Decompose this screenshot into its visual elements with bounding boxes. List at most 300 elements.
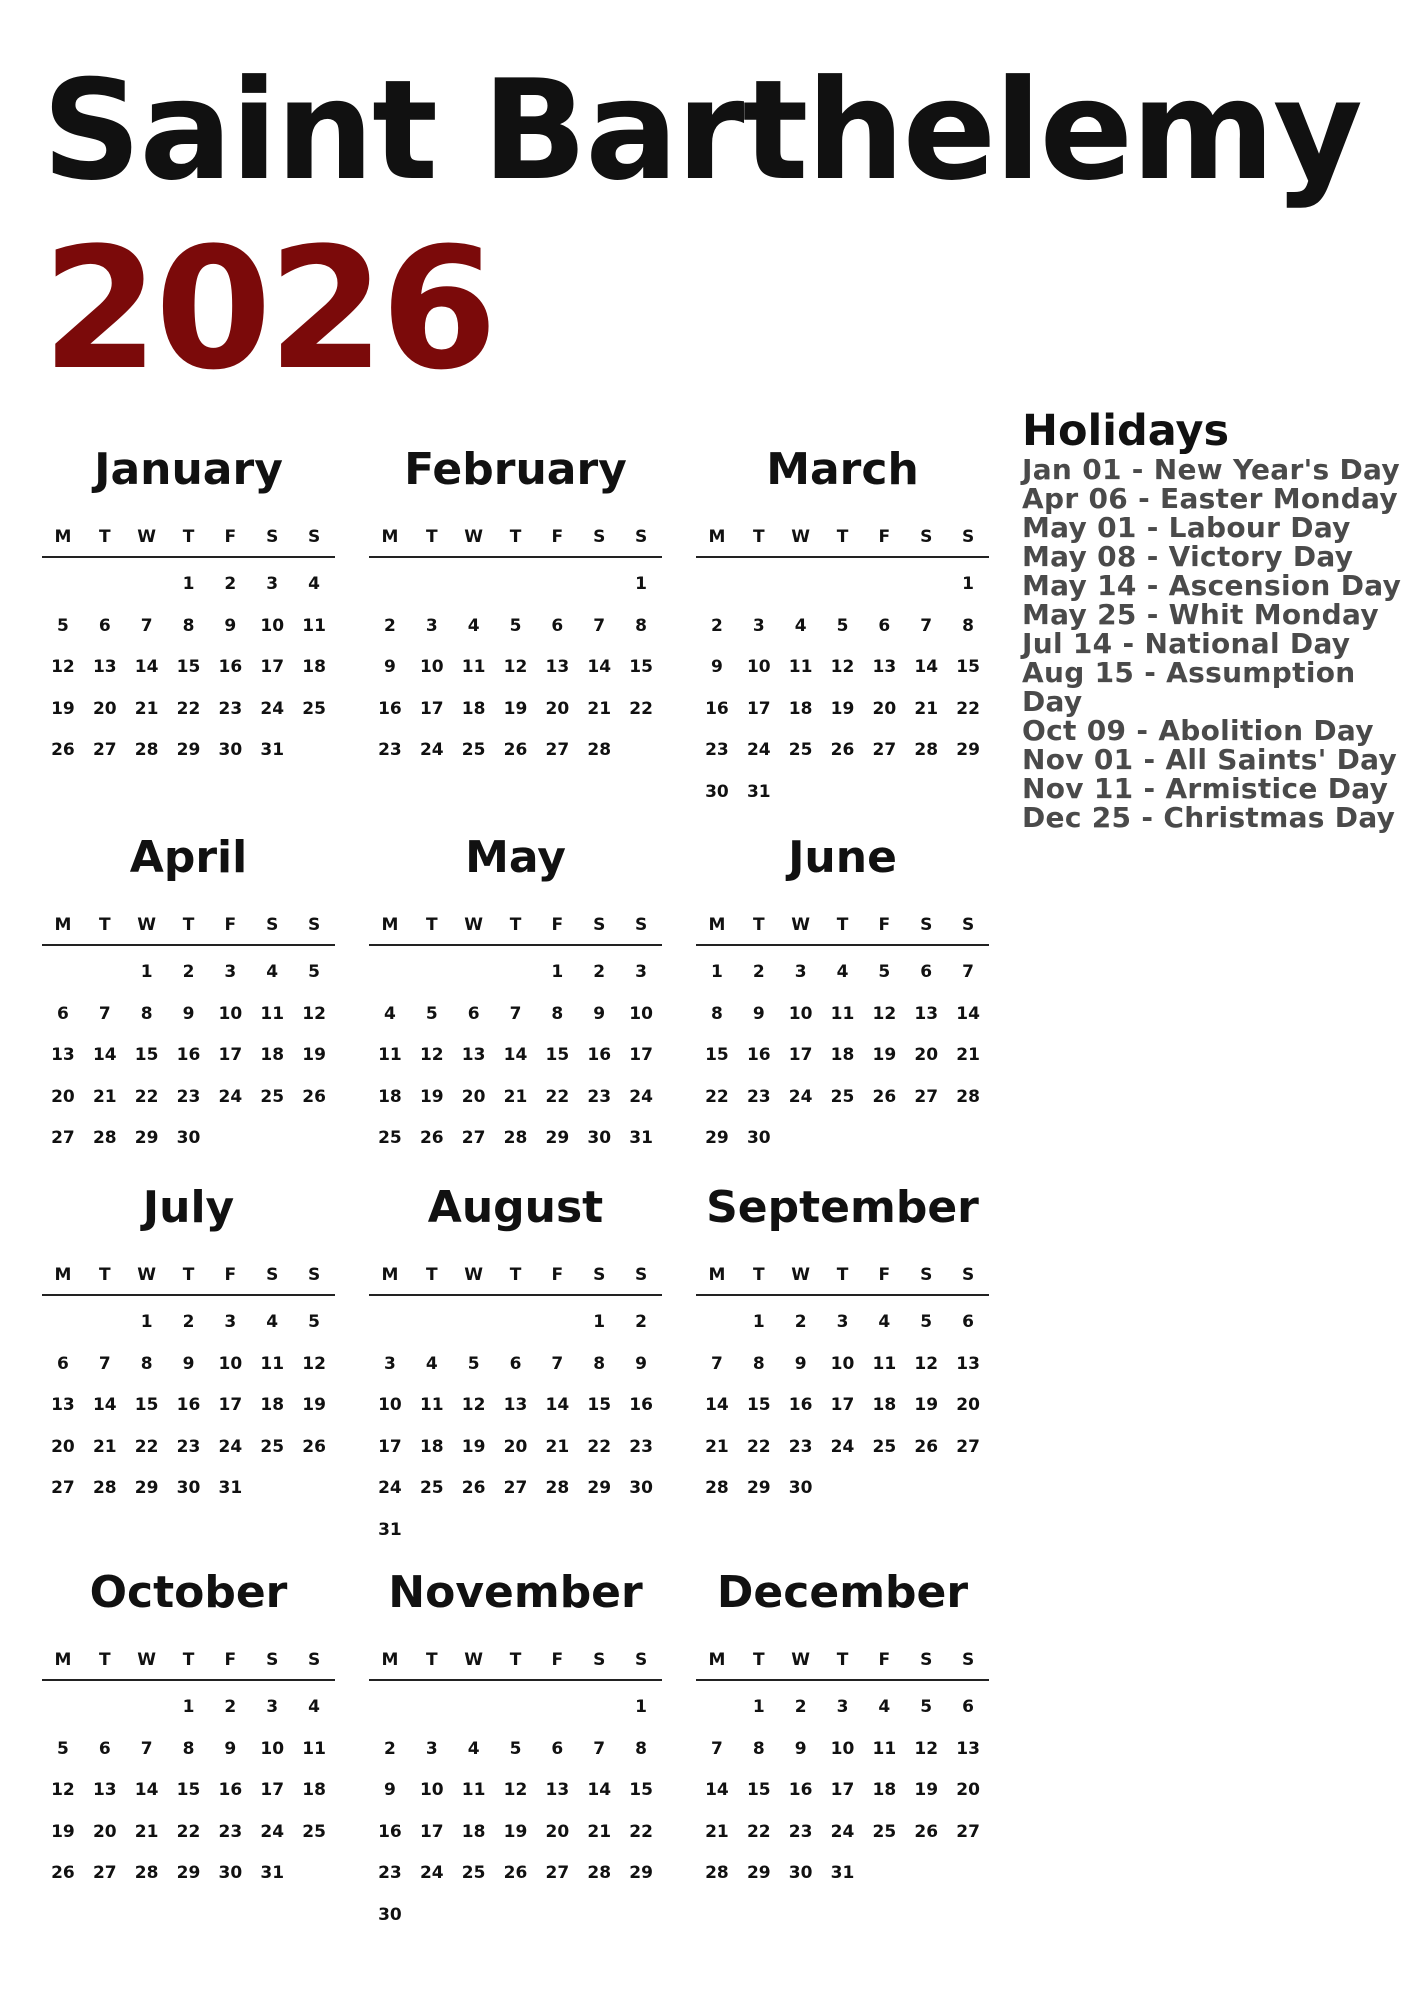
day-cell: 7 (962, 962, 974, 982)
day-cell: 9 (752, 1003, 765, 1024)
day-cell: 14 (587, 1780, 612, 1800)
day-cell: 13 (956, 1353, 980, 1374)
weekday-label: F (551, 915, 564, 935)
weekday-label: W (137, 527, 157, 547)
weekday-label: S (593, 1650, 606, 1670)
day-cell: 29 (746, 1863, 771, 1883)
day-cell: 18 (872, 1395, 897, 1415)
day-cell: 3 (224, 962, 237, 982)
day-cell: 1 (635, 1697, 647, 1717)
month-november (369, 1568, 662, 1928)
day-cell: 2 (224, 574, 237, 594)
day-cell: 12 (51, 657, 75, 677)
month-name: August (427, 1182, 604, 1233)
day-cell: 29 (176, 1863, 201, 1883)
day-cell: 27 (545, 1863, 570, 1883)
day-cell: 5 (467, 1353, 480, 1374)
day-cell: 18 (788, 698, 813, 719)
day-cell: 12 (503, 1780, 528, 1800)
day-cell: 9 (384, 657, 396, 677)
weekday-header (42, 1650, 335, 1681)
day-cell: 24 (830, 1436, 855, 1457)
day-cell: 17 (830, 1780, 855, 1800)
empty-cell (738, 564, 780, 606)
day-cell: 17 (419, 698, 444, 719)
day-cell: 12 (302, 1353, 326, 1374)
day-cell: 14 (134, 1780, 159, 1800)
month-october (42, 1568, 335, 1928)
weekday-label: T (425, 1265, 438, 1285)
day-cell: 20 (545, 698, 570, 719)
empty-cell (453, 952, 495, 994)
day-cell: 23 (788, 1821, 813, 1842)
weekday-label: T (98, 527, 111, 547)
months-grid (42, 445, 989, 1928)
day-cell: 4 (467, 615, 480, 636)
day-cell: 12 (872, 1003, 897, 1024)
day-cell: 7 (98, 1003, 111, 1024)
weekday-label: W (464, 1265, 484, 1285)
day-cell: 31 (260, 740, 285, 760)
day-cell: 10 (260, 1738, 285, 1759)
day-cell: 1 (593, 1312, 606, 1332)
day-cell: 30 (176, 1478, 201, 1498)
weekday-header (696, 527, 989, 558)
day-cell: 11 (260, 1003, 285, 1024)
month-name: April (129, 832, 248, 883)
day-cell: 21 (134, 1821, 159, 1842)
day-cell: 13 (461, 1045, 486, 1065)
day-cell: 7 (140, 615, 153, 636)
day-cell: 22 (746, 1821, 771, 1842)
day-cell: 19 (51, 1821, 75, 1842)
weekday-label: M (381, 527, 399, 547)
day-cell: 29 (134, 1128, 159, 1148)
day-cell: 6 (98, 1738, 111, 1759)
month-name: February (404, 444, 627, 495)
day-cell: 31 (629, 1128, 653, 1148)
day-cell: 22 (705, 1086, 729, 1107)
weekday-label: F (224, 527, 237, 547)
day-cell: 31 (260, 1863, 285, 1883)
day-cell: 20 (872, 698, 897, 719)
holiday-item: May 01 - Labour Day (1022, 511, 1351, 545)
day-grid (42, 558, 335, 772)
empty-cell (780, 564, 822, 606)
day-cell: 15 (629, 657, 653, 677)
page-title: Saint Barthelemy (42, 50, 1361, 211)
day-cell: 16 (218, 657, 243, 677)
day-cell: 30 (788, 1863, 813, 1883)
day-cell: 1 (551, 962, 564, 982)
empty-cell (536, 564, 578, 606)
day-cell: 16 (788, 1395, 813, 1415)
empty-cell (578, 564, 620, 606)
holiday-item: Dec 25 - Christmas Day (1022, 801, 1396, 835)
day-cell: 26 (914, 1821, 939, 1842)
day-cell: 8 (635, 1738, 647, 1759)
day-cell: 17 (746, 698, 771, 719)
day-cell: 17 (378, 1436, 402, 1457)
day-cell: 29 (134, 1478, 159, 1498)
day-cell: 24 (419, 740, 444, 760)
day-cell: 22 (134, 1086, 159, 1107)
holiday-item: Apr 06 - Easter Monday (1022, 482, 1398, 516)
day-cell: 11 (302, 615, 326, 636)
year-heading: 2026 (42, 211, 494, 407)
weekday-label: S (593, 1265, 606, 1285)
day-cell: 31 (218, 1478, 243, 1498)
day-cell: 31 (830, 1863, 855, 1883)
month-name: June (788, 832, 897, 883)
weekday-label: S (634, 915, 648, 935)
day-cell: 28 (503, 1128, 528, 1148)
day-cell: 14 (92, 1395, 117, 1415)
day-cell: 1 (182, 1697, 195, 1717)
day-cell: 20 (461, 1086, 486, 1107)
weekday-label: F (224, 1650, 237, 1670)
day-cell: 18 (461, 1821, 486, 1842)
day-cell: 19 (503, 1821, 528, 1842)
weekday-label: M (54, 915, 72, 935)
day-cell: 22 (176, 1821, 201, 1842)
empty-cell (369, 1687, 411, 1729)
holiday-item: Nov 11 - Armistice Day (1022, 772, 1389, 806)
day-cell: 16 (629, 1395, 653, 1415)
day-cell: 16 (176, 1045, 201, 1065)
day-cell: 30 (788, 1478, 813, 1498)
weekday-label: S (634, 1265, 648, 1285)
day-cell: 4 (384, 1003, 396, 1024)
day-cell: 29 (705, 1128, 729, 1148)
weekday-header (696, 1650, 989, 1681)
weekday-label: T (752, 527, 765, 547)
weekday-label: W (464, 1650, 484, 1670)
day-cell: 23 (629, 1436, 653, 1457)
weekday-label: F (878, 1265, 891, 1285)
day-cell: 25 (830, 1086, 855, 1107)
day-cell: 3 (266, 574, 279, 594)
day-cell: 26 (461, 1478, 486, 1498)
day-cell: 8 (140, 1003, 153, 1024)
day-cell: 26 (51, 740, 75, 760)
day-cell: 28 (545, 1478, 570, 1498)
weekday-label: T (836, 1650, 849, 1670)
day-cell: 27 (51, 1478, 75, 1498)
weekday-label: S (961, 1265, 975, 1285)
day-cell: 9 (794, 1738, 807, 1759)
weekday-header (696, 915, 989, 946)
day-cell: 24 (788, 1086, 813, 1107)
day-cell: 27 (956, 1821, 980, 1842)
weekday-label: T (98, 1650, 111, 1670)
day-cell: 7 (140, 1738, 153, 1759)
day-cell: 25 (419, 1478, 444, 1498)
day-cell: 27 (956, 1436, 980, 1457)
holiday-list (1022, 453, 1402, 835)
weekday-label: T (425, 915, 438, 935)
day-cell: 9 (711, 657, 723, 677)
weekday-label: S (266, 527, 279, 547)
day-cell: 6 (57, 1353, 69, 1374)
day-cell: 5 (57, 1738, 69, 1759)
day-cell: 9 (794, 1353, 807, 1374)
weekday-label: S (307, 1650, 321, 1670)
day-cell: 21 (92, 1086, 117, 1107)
weekday-header (369, 527, 662, 558)
day-cell: 3 (425, 615, 438, 636)
month-august (369, 1183, 662, 1568)
day-cell: 30 (705, 781, 729, 802)
day-cell: 3 (794, 962, 807, 982)
day-cell: 22 (956, 698, 980, 719)
weekday-label: S (634, 527, 648, 547)
day-cell: 13 (92, 657, 117, 677)
day-cell: 15 (587, 1395, 612, 1415)
day-cell: 16 (378, 1821, 402, 1842)
weekday-label: T (425, 1650, 438, 1670)
day-cell: 30 (218, 740, 243, 760)
weekday-label: M (381, 915, 399, 935)
day-cell: 15 (134, 1045, 159, 1065)
day-cell: 6 (920, 962, 933, 982)
day-cell: 10 (218, 1353, 243, 1374)
holidays-panel (1022, 406, 1402, 835)
day-cell: 31 (746, 781, 771, 802)
day-grid (369, 558, 662, 772)
day-cell: 9 (182, 1353, 195, 1374)
day-cell: 30 (176, 1128, 201, 1148)
day-cell: 12 (503, 657, 528, 677)
weekday-label: F (551, 527, 564, 547)
month-name: September (706, 1182, 979, 1233)
empty-cell (495, 952, 537, 994)
day-cell: 1 (182, 574, 195, 594)
weekday-label: W (791, 527, 811, 547)
weekday-label: T (752, 1650, 765, 1670)
day-cell: 13 (545, 1780, 570, 1800)
empty-cell (126, 1687, 168, 1729)
day-cell: 8 (182, 615, 195, 636)
day-cell: 26 (302, 1086, 326, 1107)
day-cell: 11 (461, 1780, 486, 1800)
day-cell: 20 (956, 1395, 980, 1415)
day-cell: 26 (302, 1436, 326, 1457)
weekday-label: T (425, 527, 438, 547)
holiday-item: May 25 - Whit Monday (1022, 598, 1379, 632)
weekday-header (42, 527, 335, 558)
weekday-label: S (307, 915, 321, 935)
day-cell: 25 (302, 698, 326, 719)
weekday-label: F (878, 915, 891, 935)
day-cell: 8 (593, 1353, 606, 1374)
empty-cell (696, 1687, 738, 1729)
day-cell: 26 (830, 740, 855, 760)
day-cell: 2 (384, 1738, 396, 1759)
day-cell: 15 (176, 657, 201, 677)
day-cell: 21 (587, 698, 612, 719)
day-cell: 22 (545, 1086, 570, 1107)
day-cell: 16 (705, 698, 729, 719)
day-cell: 3 (635, 962, 647, 982)
empty-cell (453, 1687, 495, 1729)
day-cell: 14 (545, 1395, 570, 1415)
weekday-label: S (593, 527, 606, 547)
day-cell: 7 (593, 1738, 606, 1759)
weekday-label: S (961, 527, 975, 547)
day-cell: 28 (92, 1128, 117, 1148)
weekday-label: S (593, 915, 606, 935)
day-cell: 15 (705, 1045, 729, 1065)
day-cell: 1 (962, 574, 974, 594)
day-cell: 4 (266, 1312, 279, 1332)
day-cell: 31 (378, 1519, 402, 1540)
month-july (42, 1183, 335, 1568)
day-grid (369, 1681, 662, 1936)
day-cell: 5 (425, 1003, 438, 1024)
day-cell: 17 (260, 1780, 285, 1800)
day-cell: 15 (956, 657, 980, 677)
weekday-label: S (920, 1650, 933, 1670)
day-cell: 4 (425, 1353, 438, 1374)
day-cell: 2 (711, 615, 723, 636)
day-cell: 3 (224, 1312, 237, 1332)
empty-cell (42, 952, 84, 994)
day-cell: 18 (260, 1045, 285, 1065)
day-grid (369, 1296, 662, 1551)
day-cell: 17 (419, 1821, 444, 1842)
day-cell: 8 (635, 615, 647, 636)
empty-cell (84, 564, 126, 606)
weekday-label: W (791, 915, 811, 935)
day-cell: 5 (308, 1312, 320, 1332)
day-cell: 27 (92, 740, 117, 760)
day-cell: 5 (57, 615, 69, 636)
empty-cell (578, 1687, 620, 1729)
weekday-label: T (752, 1265, 765, 1285)
empty-cell (411, 952, 453, 994)
day-cell: 19 (419, 1086, 444, 1107)
day-cell: 6 (467, 1003, 480, 1024)
month-name: January (94, 444, 283, 495)
weekday-label: T (182, 915, 195, 935)
day-cell: 1 (140, 1312, 153, 1332)
day-cell: 16 (378, 698, 402, 719)
day-cell: 15 (134, 1395, 159, 1415)
day-cell: 26 (51, 1863, 75, 1883)
day-cell: 12 (419, 1045, 444, 1065)
day-grid (369, 946, 662, 1160)
day-cell: 17 (788, 1045, 813, 1065)
day-cell: 13 (51, 1395, 75, 1415)
month-september (696, 1183, 989, 1568)
day-cell: 25 (461, 1863, 486, 1883)
day-cell: 15 (746, 1395, 771, 1415)
day-cell: 5 (509, 1738, 522, 1759)
day-cell: 20 (956, 1780, 980, 1800)
weekday-label: W (464, 527, 484, 547)
day-cell: 29 (629, 1863, 653, 1883)
weekday-label: T (182, 1650, 195, 1670)
day-cell: 14 (956, 1003, 980, 1024)
month-name: May (465, 832, 566, 883)
weekday-header (369, 1650, 662, 1681)
day-cell: 28 (705, 1863, 729, 1883)
day-cell: 2 (182, 1312, 195, 1332)
day-cell: 20 (51, 1086, 75, 1107)
day-cell: 19 (302, 1045, 326, 1065)
weekday-label: S (961, 915, 975, 935)
day-grid (696, 1296, 989, 1510)
day-cell: 5 (509, 615, 522, 636)
day-cell: 21 (92, 1436, 117, 1457)
day-cell: 27 (461, 1128, 486, 1148)
day-cell: 12 (302, 1003, 326, 1024)
day-cell: 24 (378, 1478, 402, 1498)
month-may (369, 833, 662, 1183)
day-cell: 11 (419, 1395, 444, 1415)
day-cell: 13 (956, 1738, 980, 1759)
day-cell: 29 (587, 1478, 612, 1498)
day-cell: 10 (629, 1003, 653, 1024)
weekday-header (369, 1265, 662, 1296)
weekday-label: W (791, 1265, 811, 1285)
day-cell: 14 (503, 1045, 528, 1065)
day-cell: 28 (92, 1478, 117, 1498)
empty-cell (84, 952, 126, 994)
weekday-header (42, 1265, 335, 1296)
day-cell: 22 (134, 1436, 159, 1457)
month-name: November (388, 1567, 643, 1618)
weekday-label: W (791, 1650, 811, 1670)
weekday-label: S (307, 1265, 321, 1285)
empty-cell (369, 952, 411, 994)
day-cell: 21 (956, 1045, 980, 1065)
day-cell: 24 (830, 1821, 855, 1842)
weekday-label: F (551, 1650, 564, 1670)
day-cell: 9 (182, 1003, 195, 1024)
day-cell: 15 (545, 1045, 570, 1065)
month-april (42, 833, 335, 1183)
weekday-label: S (307, 527, 321, 547)
day-cell: 2 (635, 1312, 647, 1332)
day-cell: 4 (878, 1312, 891, 1332)
day-cell: 29 (176, 740, 201, 760)
day-cell: 2 (794, 1697, 807, 1717)
day-grid (696, 1681, 989, 1895)
day-cell: 26 (872, 1086, 897, 1107)
weekday-label: T (182, 527, 195, 547)
weekday-label: S (266, 915, 279, 935)
day-cell: 27 (503, 1478, 528, 1498)
month-name: October (89, 1567, 288, 1618)
day-cell: 1 (635, 574, 647, 594)
day-cell: 29 (545, 1128, 570, 1148)
month-name: December (716, 1567, 969, 1618)
day-cell: 12 (914, 1353, 939, 1374)
weekday-label: T (182, 1265, 195, 1285)
empty-cell (905, 564, 947, 606)
day-cell: 18 (872, 1780, 897, 1800)
weekday-label: T (509, 915, 522, 935)
weekday-header (696, 1265, 989, 1296)
day-cell: 9 (635, 1353, 647, 1374)
day-cell: 4 (836, 962, 849, 982)
day-cell: 12 (914, 1738, 939, 1759)
day-cell: 3 (836, 1312, 849, 1332)
day-cell: 2 (593, 962, 606, 982)
day-cell: 6 (551, 615, 564, 636)
